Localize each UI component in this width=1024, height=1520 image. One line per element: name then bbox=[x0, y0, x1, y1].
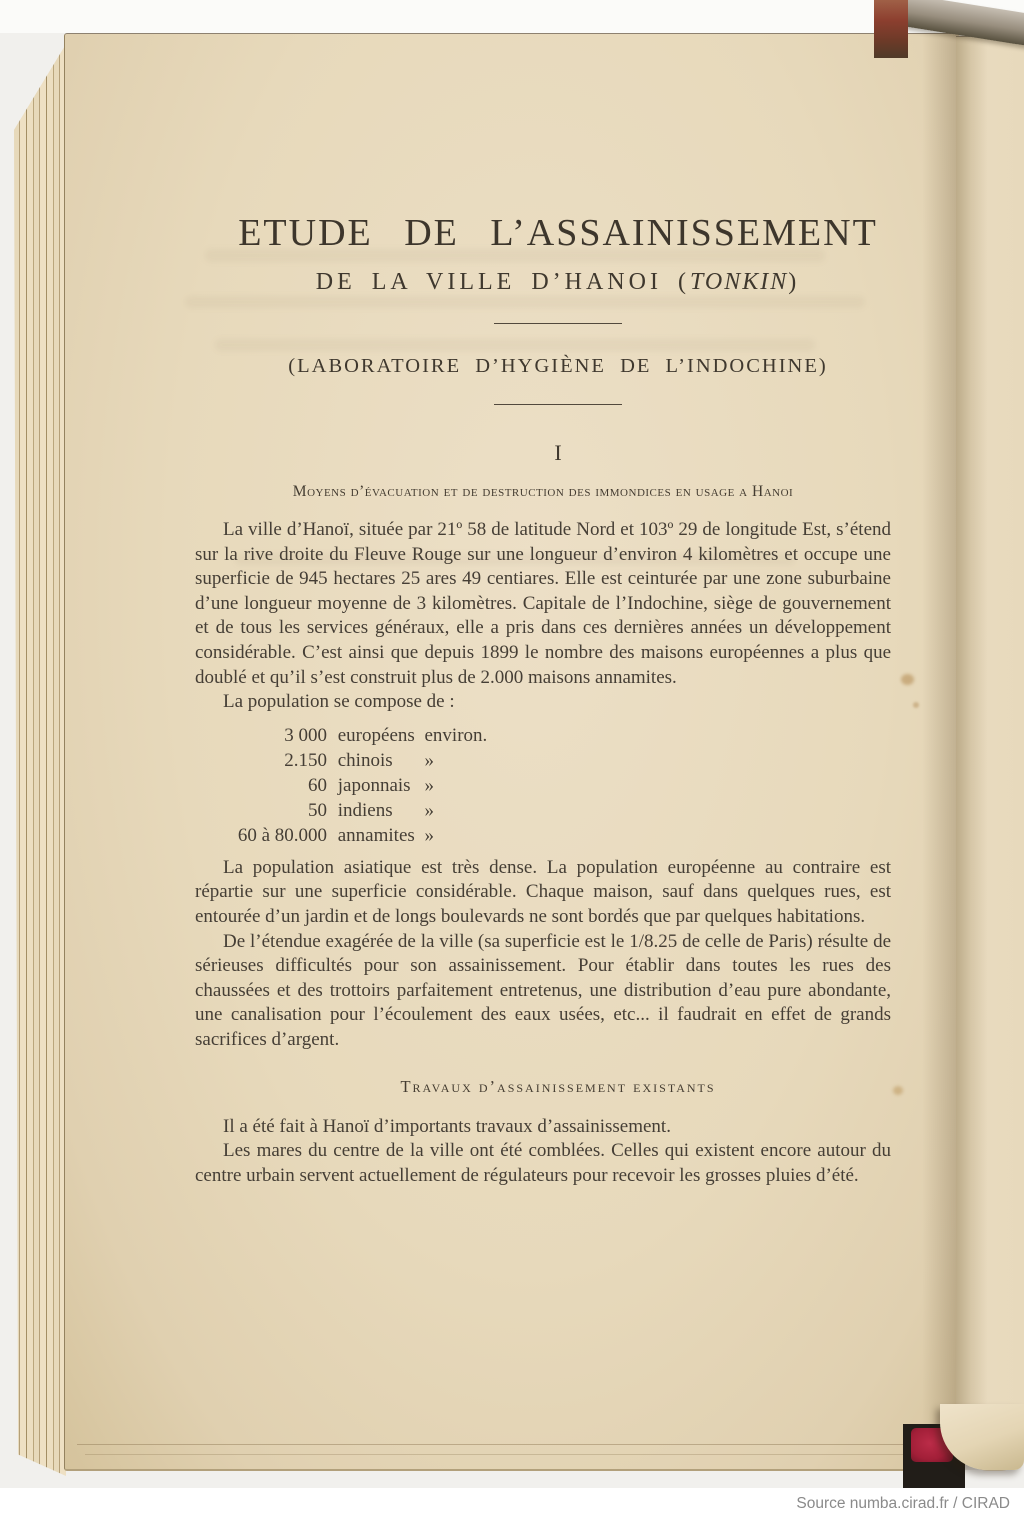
population-group: chinois bbox=[337, 749, 393, 771]
population-row bbox=[195, 748, 891, 773]
population-note: » bbox=[424, 749, 434, 771]
population-note: » bbox=[424, 774, 434, 796]
subtitle-italic-word: TONKIN bbox=[689, 269, 789, 295]
population-note: » bbox=[424, 799, 434, 821]
section-heading-2: Travaux d’assainissement existants bbox=[400, 1076, 716, 1096]
population-count: 2.150 bbox=[284, 749, 327, 771]
population-row bbox=[195, 773, 891, 798]
page-title: ETUDE DE L’ASSAINISSEMENT bbox=[238, 212, 878, 254]
divider-rule bbox=[494, 404, 622, 405]
population-group: japonnais bbox=[337, 774, 411, 796]
foxing-spot bbox=[913, 702, 919, 708]
subtitle-text: ) bbox=[788, 269, 801, 295]
page-edge-line bbox=[77, 1444, 937, 1445]
paragraph-city-extent: De l’étendue exagérée de la ville (sa superficie est le 1/8.25 de celle de Paris) résulte de sérieuses difficultés pour son assainissement. Pour établir dans toutes les rues des chaussées et des trottoirs parfaitement entretenus, une distribution d’eau pure abondante, une canalisation pour l’écoulement des eaux usées, etc... il faudrait en effet de grands sacrifices d’argent. bbox=[195, 930, 891, 1050]
institution-line: (LABORATOIRE D’HYGIÈNE DE L’INDOCHINE) bbox=[288, 355, 828, 377]
source-attribution-text: Source numba.cirad.fr / CIRAD bbox=[796, 1495, 1010, 1512]
page-stack-edges bbox=[14, 44, 66, 1476]
population-table bbox=[195, 723, 891, 848]
page-edge-line bbox=[85, 1454, 930, 1455]
foxing-spot bbox=[901, 674, 914, 685]
page-subtitle bbox=[195, 268, 891, 296]
page-content bbox=[195, 34, 891, 1188]
population-count: 50 bbox=[308, 799, 327, 821]
section-heading-1: Moyens d’évacuation et de destruction des immondices en usage a Hanoi bbox=[292, 483, 794, 500]
book-page-scan bbox=[64, 33, 959, 1471]
paragraph-works-done: Il a été fait à Hanoï d’importants travaux d’assainissement. bbox=[223, 1115, 671, 1137]
book-spine-top bbox=[874, 0, 908, 58]
foxing-spot bbox=[893, 1086, 903, 1095]
population-note: environ. bbox=[424, 724, 488, 746]
population-row bbox=[195, 823, 891, 848]
chapter-numeral: I bbox=[554, 440, 562, 465]
population-count: 3 000 bbox=[284, 724, 327, 746]
population-count: 60 à 80.000 bbox=[237, 824, 327, 846]
paragraph-city-description: La ville d’Hanoï, située par 21º 58 de latitude Nord et 103º 29 de longitude Est, s’étend sur la rive droite du Fleuve Rouge sur une longueur d’environ 4 kilomètres et occupe une superficie de 945 hectares 25 ares 49 centiares. Elle est ceinturée par une zone suburbaine d’une longueur moyenne de 3 kilomètres. Capitale de l’Indochine, siège de gouvernement et de tous les services généraux, elle a pris dans ces dernières années un développement considérable. C’est ainsi que depuis 1899 le nombre des maisons européennes a plus que doublé et qu’il s’est construit plus de 2.000 maisons annamites. bbox=[195, 519, 891, 688]
scanner-background-strip bbox=[0, 0, 1024, 33]
population-group: européens bbox=[337, 724, 415, 746]
population-row bbox=[195, 798, 891, 823]
paragraph-population-intro: La population se compose de : bbox=[223, 691, 455, 713]
source-attribution-bar bbox=[0, 1488, 1024, 1520]
population-note: » bbox=[424, 824, 434, 846]
paragraph-ponds: Les mares du centre de la ville ont été comblées. Celles qui existent encore autour du centre urbain servent actuellement de régulateurs pour recevoir les grosses pluies d’été. bbox=[195, 1140, 891, 1186]
population-group: indiens bbox=[337, 799, 393, 821]
divider-rule bbox=[494, 323, 622, 324]
subtitle-text: DE LA VILLE D’HANOI ( bbox=[315, 269, 690, 295]
paragraph-population-density: La population asiatique est très dense. La population européenne au contraire est répartie sur une superficie considérable. Chaque maison, sauf dans quelques rues, est entourée d’un jardin et de longs boulevards ne sont bordés que par quelques habitations. bbox=[195, 856, 891, 927]
gutter-shadow bbox=[922, 33, 988, 1470]
population-count: 60 bbox=[308, 774, 327, 796]
population-row bbox=[195, 723, 891, 748]
population-group: annamites bbox=[337, 824, 415, 846]
